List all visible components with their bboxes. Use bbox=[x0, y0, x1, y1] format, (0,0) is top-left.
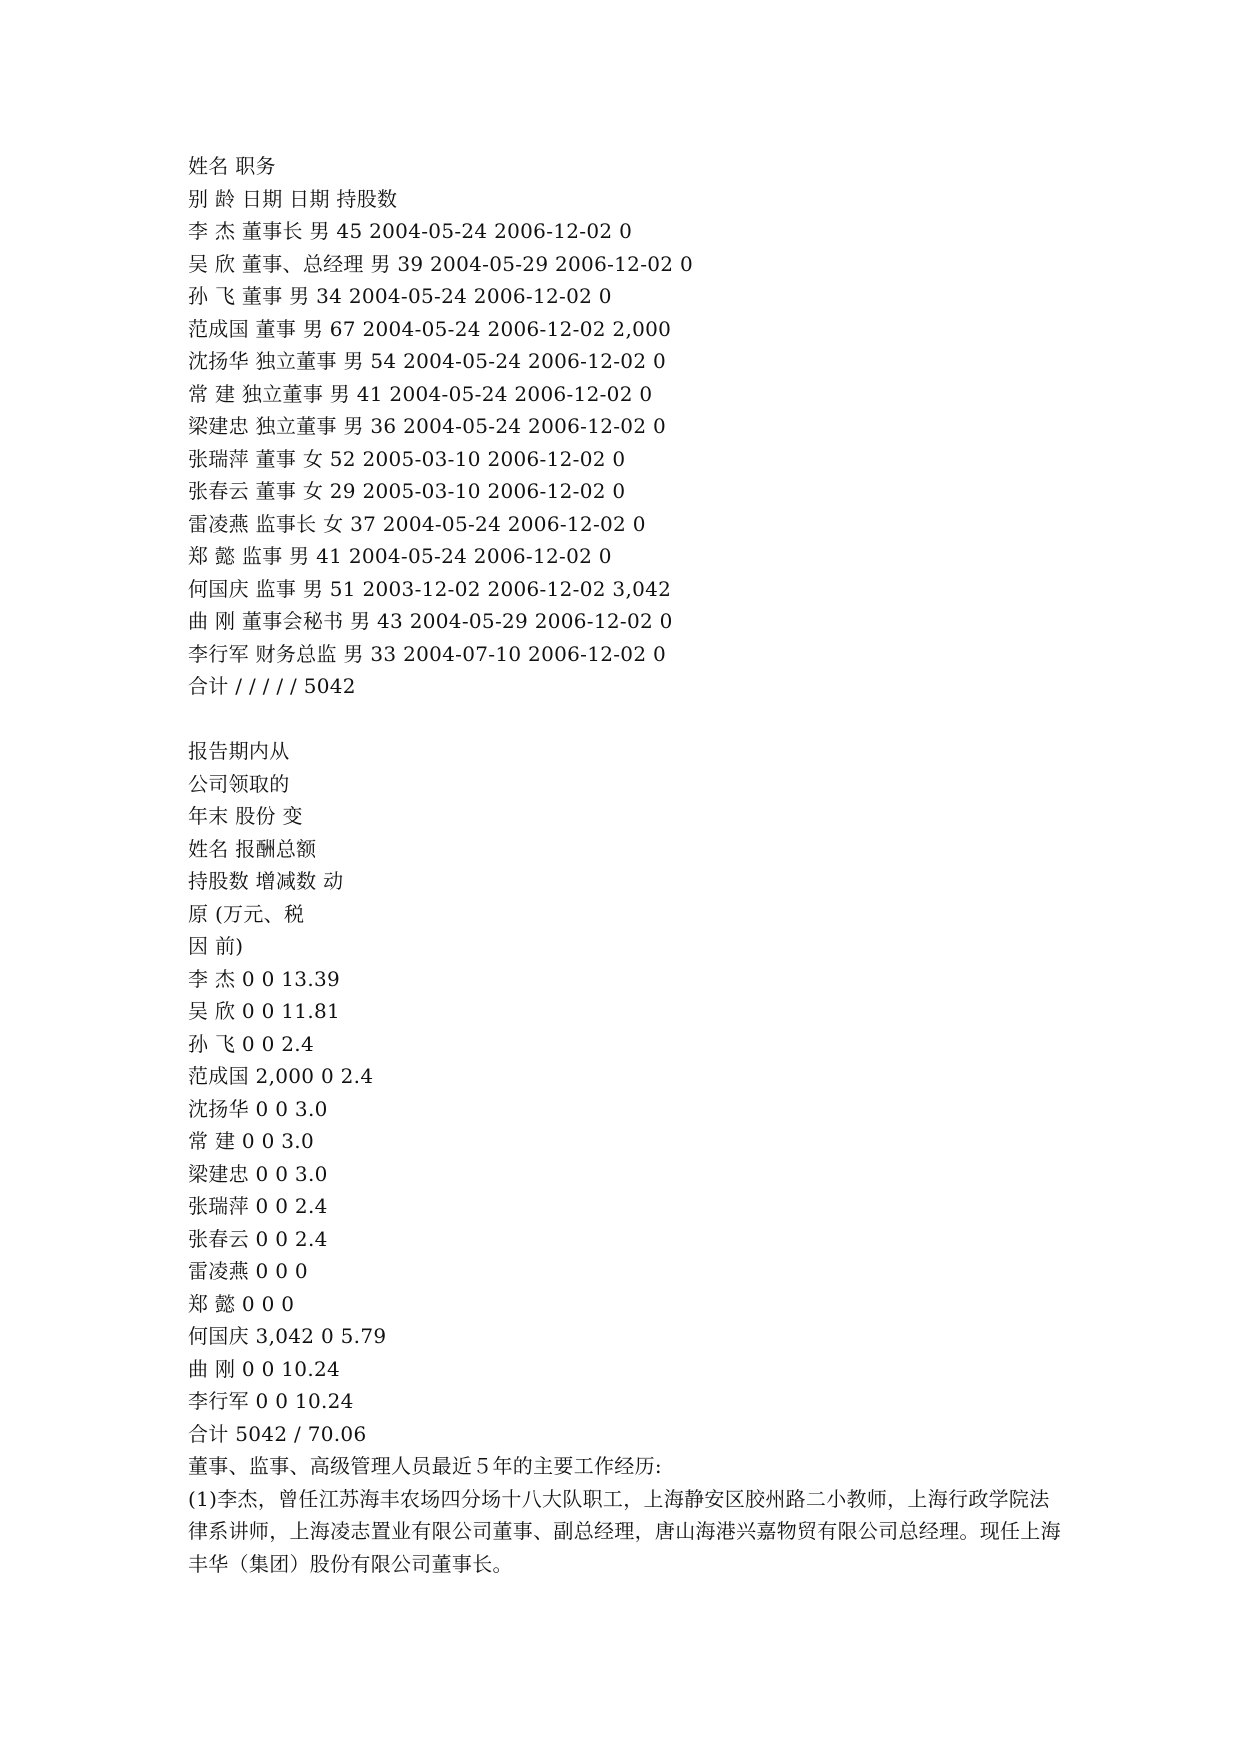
table-header-line: 原 (万元、税 bbox=[188, 901, 305, 926]
table-row: 孙 飞 董事 男 34 2004-05-24 2006-12-02 0 bbox=[188, 284, 612, 308]
table-row: 梁建忠 独立董事 男 36 2004-05-24 2006-12-02 0 bbox=[188, 414, 667, 438]
table-row: 李行军 0 0 10.24 bbox=[188, 1389, 354, 1413]
table-total-row: 合计 / / / / / 5042 bbox=[188, 674, 356, 698]
table-header-line: 姓名 报酬总额 bbox=[188, 836, 317, 861]
director-table bbox=[188, 150, 1068, 703]
table-row: 张春云 董事 女 29 2005-03-10 2006-12-02 0 bbox=[188, 479, 626, 503]
table-header-line: 持股数 增减数 动 bbox=[188, 869, 344, 893]
section-heading: 董事、监事、高级管理人员最近５年的主要工作经历: bbox=[188, 1454, 662, 1478]
table-row: 常 建 独立董事 男 41 2004-05-24 2006-12-02 0 bbox=[188, 381, 653, 406]
table-row: 沈扬华 独立董事 男 54 2004-05-24 2006-12-02 0 bbox=[188, 349, 667, 373]
table-row: 常 建 0 0 3.0 bbox=[188, 1129, 314, 1153]
table-row: 何国庆 监事 男 51 2003-12-02 2006-12-02 3,042 bbox=[188, 576, 672, 601]
table-row: 郑 懿 0 0 0 bbox=[188, 1291, 295, 1316]
table-row: 吴 欣 0 0 11.81 bbox=[188, 999, 341, 1023]
table-row: 范成国 董事 男 67 2004-05-24 2006-12-02 2,000 bbox=[188, 316, 672, 341]
table-header-line: 姓名 职务 bbox=[188, 154, 276, 178]
compensation-table bbox=[188, 735, 1068, 1450]
table-header-line: 公司领取的 bbox=[188, 771, 290, 796]
table-header-line: 因 前) bbox=[188, 934, 244, 958]
table-row: 孙 飞 0 0 2.4 bbox=[188, 1031, 314, 1056]
table-header-line: 别 龄 日期 日期 持股数 bbox=[188, 186, 398, 211]
table-row: 范成国 2,000 0 2.4 bbox=[188, 1064, 374, 1088]
table-row: 沈扬华 0 0 3.0 bbox=[188, 1096, 328, 1121]
table-row: 张瑞萍 0 0 2.4 bbox=[188, 1194, 328, 1218]
table-row: 曲 刚 董事会秘书 男 43 2004-05-29 2006-12-02 0 bbox=[188, 609, 673, 633]
table-row: 雷凌燕 0 0 0 bbox=[188, 1259, 308, 1283]
table-row: 梁建忠 0 0 3.0 bbox=[188, 1161, 328, 1186]
table-row: 李行军 财务总监 男 33 2004-07-10 2006-12-02 0 bbox=[188, 641, 667, 666]
table-total-row: 合计 5042 / 70.06 bbox=[188, 1421, 367, 1446]
table-header-line: 年末 股份 变 bbox=[188, 804, 303, 828]
table-row: 张春云 0 0 2.4 bbox=[188, 1226, 328, 1251]
document-body bbox=[188, 150, 1068, 1580]
table-row: 曲 刚 0 0 10.24 bbox=[188, 1356, 341, 1381]
biography-paragraph: (1)李杰，曾任江苏海丰农场四分场十八大队职工，上海静安区胶州路二小教师，上海行政学院法律系讲师，上海凌志置业有限公司董事、副总经理，唐山海港兴嘉物贸有限公司总经理。现任上海丰华（集团）股份有限公司董事长。 bbox=[188, 1486, 1061, 1576]
table-row: 何国庆 3,042 0 5.79 bbox=[188, 1324, 387, 1348]
table-row: 李 杰 董事长 男 45 2004-05-24 2006-12-02 0 bbox=[188, 219, 633, 243]
table-header-line: 报告期内从 bbox=[188, 739, 290, 763]
table-row: 吴 欣 董事、总经理 男 39 2004-05-29 2006-12-02 0 bbox=[188, 251, 694, 276]
section-spacer bbox=[188, 703, 1068, 736]
table-row: 雷凌燕 监事长 女 37 2004-05-24 2006-12-02 0 bbox=[188, 511, 646, 536]
table-row: 郑 懿 监事 男 41 2004-05-24 2006-12-02 0 bbox=[188, 544, 612, 568]
table-row: 李 杰 0 0 13.39 bbox=[188, 966, 341, 991]
table-row: 张瑞萍 董事 女 52 2005-03-10 2006-12-02 0 bbox=[188, 446, 626, 471]
